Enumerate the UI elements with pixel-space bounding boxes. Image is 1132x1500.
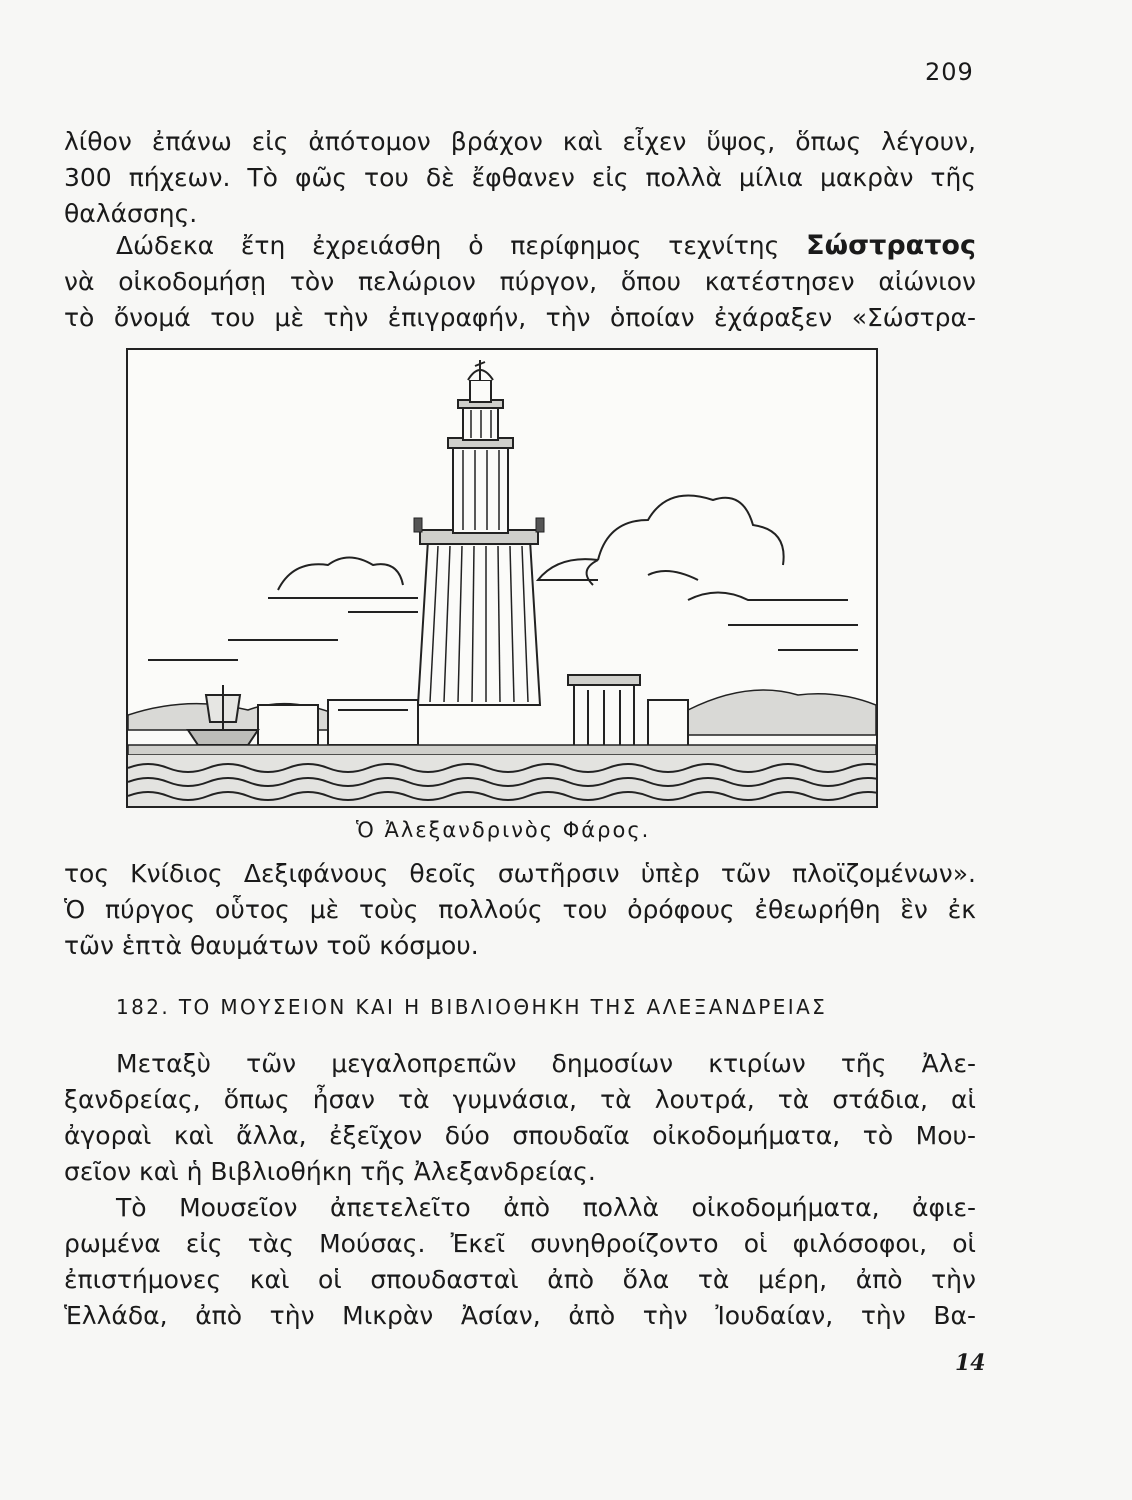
text-line: λίθον ἐπάνω εἰς ἀπότομον βράχον καὶ εἶχεν ὕψος, ὅπως λέγουν, (64, 127, 976, 156)
text-line: νὰ οἰκοδομήσῃ τὸν πελώριον πύργον, ὅπου κατέστησεν αἰώνιον (64, 267, 976, 296)
section-heading: 182. ΤΟ ΜΟΥΣΕΙΟΝ ΚΑΙ Η ΒΙΒΛΙΟΘΗΚΗ ΤΗΣ ΑΛΕΞΑΝΔΡΕΙΑΣ (116, 995, 828, 1019)
text-line: τος Κνίδιος Δεξιφάνους θεοῖς σωτῆρσιν ὑπὲρ τῶν πλοϊζομένων». (64, 859, 976, 888)
figure-caption: Ὁ Ἀλεξανδρινὸς Φάρος. (356, 818, 651, 842)
text-line: Ἑλλάδα, ἀπὸ τὴν Μικρὰν Ἀσίαν, ἀπὸ τὴν Ἰουδαίαν, τὴν Βα- (64, 1301, 976, 1330)
paragraph-5 (64, 1190, 976, 1334)
signature-mark: 14 (955, 1350, 986, 1376)
text-line: Τὸ Μουσεῖον ἀπετελεῖτο ἀπὸ πολλὰ οἰκοδομήματα, ἀφιε- (116, 1193, 976, 1222)
text-segment: Δώδεκα ἔτη ἐχρειάσθη ὁ περίφημος τεχνίτης (116, 231, 780, 260)
text-line: ξανδρείας, ὅπως ἦσαν τὰ γυμνάσια, τὰ λουτρά, τὰ στάδια, αἱ (64, 1085, 976, 1114)
pharos-drawing (128, 350, 876, 806)
text-line: 300 πήχεων. Τὸ φῶς του δὲ ἔφθανεν εἰς πολλὰ μίλια μακρὰν τῆς (64, 163, 976, 192)
person-name-sostratos: Σώστρατος (806, 230, 976, 261)
paragraph-1 (64, 124, 976, 232)
lighthouse-illustration (126, 348, 878, 808)
text-line: ἀγοραὶ καὶ ἄλλα, ἐξεῖχον δύο σπουδαῖα οἰκοδομήματα, τὸ Μου- (64, 1121, 976, 1150)
text-line (64, 228, 976, 264)
text-line: Μεταξὺ τῶν μεγαλοπρεπῶν δημοσίων κτιρίων τῆς Ἀλε- (116, 1049, 976, 1078)
text-line: ἐπιστήμονες καὶ οἱ σπουδασταὶ ἀπὸ ὅλα τὰ μέρη, ἀπὸ τὴν (64, 1265, 976, 1294)
text-line: Ὁ πύργος οὗτος μὲ τοὺς πολλούς του ὀρόφους ἐθεωρήθη ἓν ἐκ (64, 895, 976, 924)
text-line: θαλάσσης. (64, 199, 198, 228)
text-line: τὸ ὄνομά του μὲ τὴν ἐπιγραφήν, τὴν ὁποίαν ἐχάραξεν «Σώστρα- (64, 303, 976, 332)
page-number: 209 (925, 58, 974, 86)
paragraph-2 (64, 228, 976, 336)
text-line: σεῖον καὶ ἡ Βιβλιοθήκη τῆς Ἀλεξανδρείας. (64, 1157, 596, 1186)
text-line: τῶν ἑπτὰ θαυμάτων τοῦ κόσμου. (64, 931, 479, 960)
paragraph-3 (64, 856, 976, 964)
paragraph-4 (64, 1046, 976, 1190)
text-line: ρωμένα εἰς τὰς Μούσας. Ἐκεῖ συνηθροίζοντο οἱ φιλόσοφοι, οἱ (64, 1229, 976, 1258)
